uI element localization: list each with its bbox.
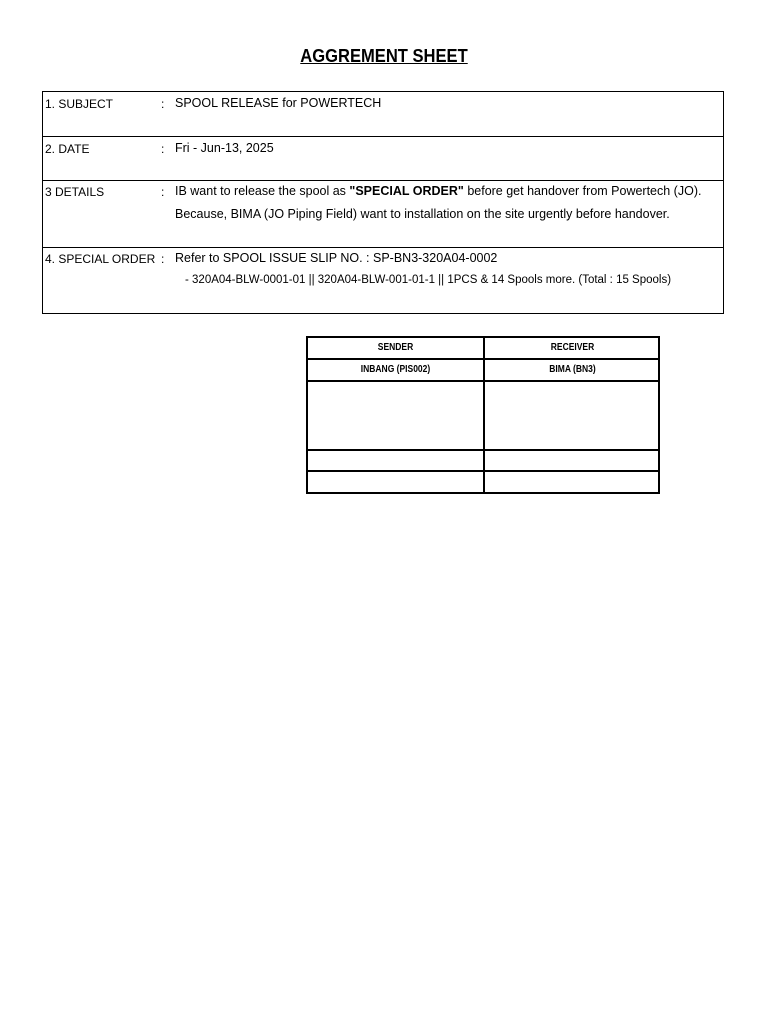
subject-colon: : [161, 97, 165, 111]
row-subject [43, 92, 723, 137]
special-order-spool-list: - 320A04-BLW-0001-01 || 320A04-BLW-001-01-1 || 1PCS & 14 Spools more. (Total : 15 Spools) [185, 274, 672, 286]
date-label: 2. DATE [45, 142, 90, 156]
receiver-name: BIMA (BN3) [549, 364, 596, 375]
row-special-order [43, 248, 723, 314]
details-label: 3 DETAILS [45, 185, 105, 199]
sender-extra-cell[interactable] [308, 472, 483, 492]
details-line-1-prefix: IB want to release the spool as [175, 184, 350, 198]
row-details [43, 181, 723, 248]
special-order-value: Refer to SPOOL ISSUE SLIP NO. : SP-BN3-320A04-0002 [175, 251, 498, 265]
agreement-table [42, 91, 724, 314]
receiver-header: RECEIVER [550, 342, 595, 353]
details-line-1-suffix: before get handover from Powertech (JO). [463, 184, 702, 198]
sender-signature-area[interactable] [308, 382, 483, 449]
special-order-label: 4. SPECIAL ORDER [45, 252, 156, 266]
details-colon: : [161, 185, 165, 199]
date-colon: : [161, 142, 165, 156]
subject-label: 1. SUBJECT [45, 97, 114, 111]
date-value: Fri - Jun-13, 2025 [175, 141, 274, 155]
signature-divider-1 [308, 358, 658, 360]
receiver-date-cell[interactable] [485, 451, 660, 470]
subject-value: SPOOL RELEASE for POWERTECH [175, 96, 382, 110]
special-order-emphasis: "SPECIAL ORDER" [349, 184, 464, 198]
signature-table [306, 336, 660, 494]
special-order-colon: : [161, 252, 165, 266]
details-line-1 [175, 184, 701, 198]
sender-date-cell[interactable] [308, 451, 483, 470]
receiver-extra-cell[interactable] [485, 472, 660, 492]
receiver-signature-area[interactable] [485, 382, 660, 449]
details-line-2: Because, BIMA (JO Piping Field) want to installation on the site urgently before handover. [175, 207, 670, 221]
row-date [43, 137, 723, 181]
sender-header: SENDER [377, 342, 414, 353]
page-title: AGGREMENT SHEET [300, 46, 468, 66]
sender-name: INBANG (PIS002) [360, 364, 431, 375]
